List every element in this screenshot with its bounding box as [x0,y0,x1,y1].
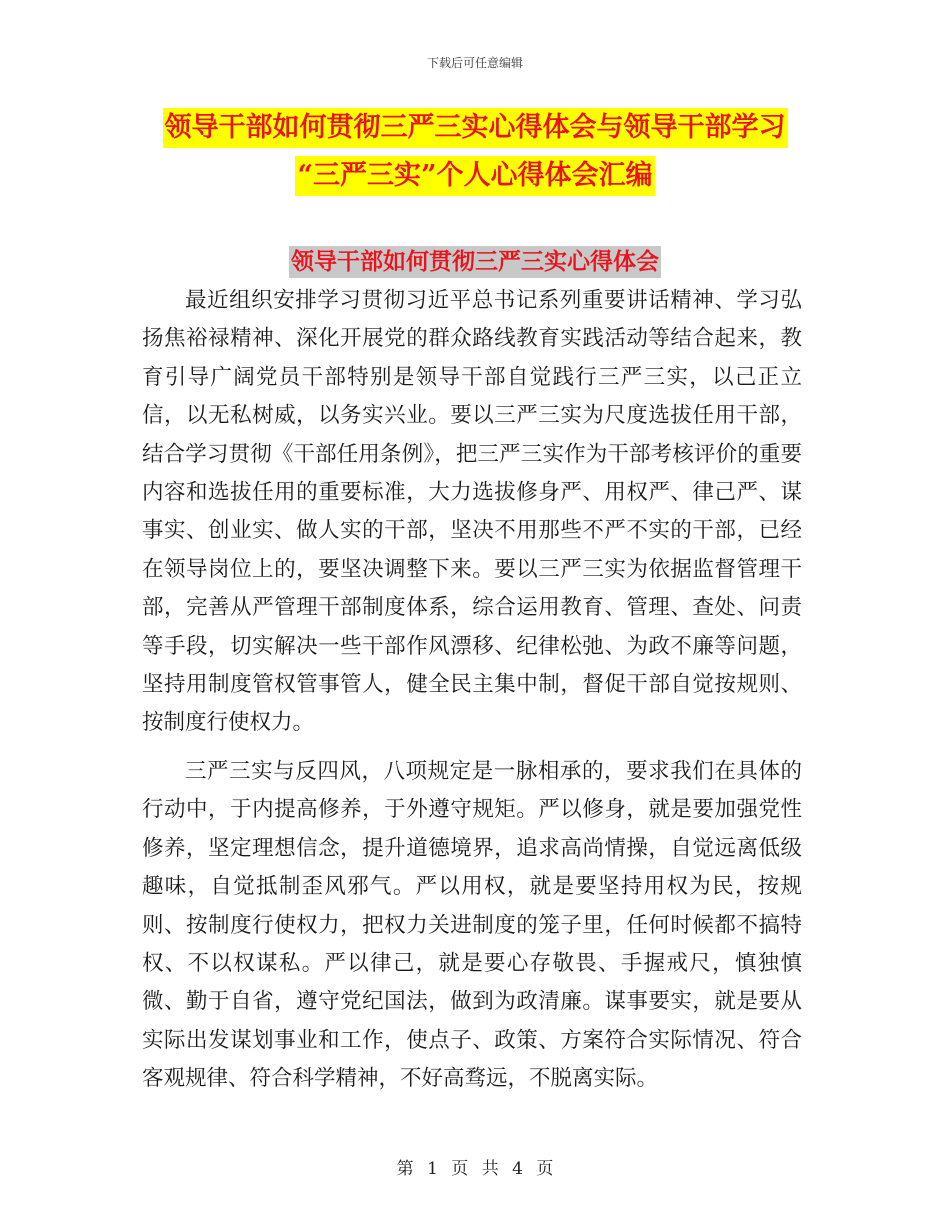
body-text [142,282,802,1109]
paragraph-1: 最近组织安排学习贯彻习近平总书记系列重要讲话精神、学习弘扬焦裕禄精神、深化开展党的群众路线教育实践活动等结合起来，教育引导广阔党员干部特别是领导干部自觉践行三严三实，以己正立信，以无私树威，以务实兴业。要以三严三实为尺度选拔任用干部，结合学习贯彻《干部任用条例》，把三严三实作为干部考核评价的重要内容和选拔任用的重要标准，大力选拔修身严、用权严、律己严、谋事实、创业实、做人实的干部，坚决不用那些不严不实的干部，已经在领导岗位上的，要坚决调整下来。要以三严三实为依据监督管理干部，完善从严管理干部制度体系，综合运用教育、管理、查处、问责等手段，切实解决一些干部作风漂移、纪律松弛、为政不廉等问题，坚持用制度管权管事管人，健全民主集中制，督促干部自觉按规则、按制度行使权力。 [142,288,802,736]
paragraph-2: 三严三实与反四风，八项规定是一脉相承的，要求我们在具体的行动中，于内提高修养，于外遵守规矩。严以修身，就是要加强党性修养，坚定理想信念，提升道德境界，追求高尚情操，自觉远离低级趣味，自觉抵制歪风邪气。严以用权，就是要坚持用权为民，按规则、按制度行使权力，把权力关进制度的笼子里，任何时候都不搞特权、不以权谋私。严以律己，就是要心存敬畏、手握戒尺，慎独慎微、勤于自省，遵守党纪国法，做到为政清廉。谋事要实，就是要从实际出发谋划事业和工作，使点子、政策、方案符合实际情况、符合客观规律、符合科学精神，不好高骛远，不脱离实际。 [142,758,802,1092]
section-heading [0,246,950,278]
page-footer: 第 1 页 共 4 页 [396,1159,554,1179]
header-note: 下载后可任意编辑 [426,56,523,70]
section-heading-text: 领导干部如何贯彻三严三实心得体会 [289,246,661,278]
document-title [0,108,950,204]
title-line-2: “三严三实”个人心得体会汇编 [295,156,654,196]
title-line-1: 领导干部如何贯彻三严三实心得体会与领导干部学习 [163,108,788,148]
